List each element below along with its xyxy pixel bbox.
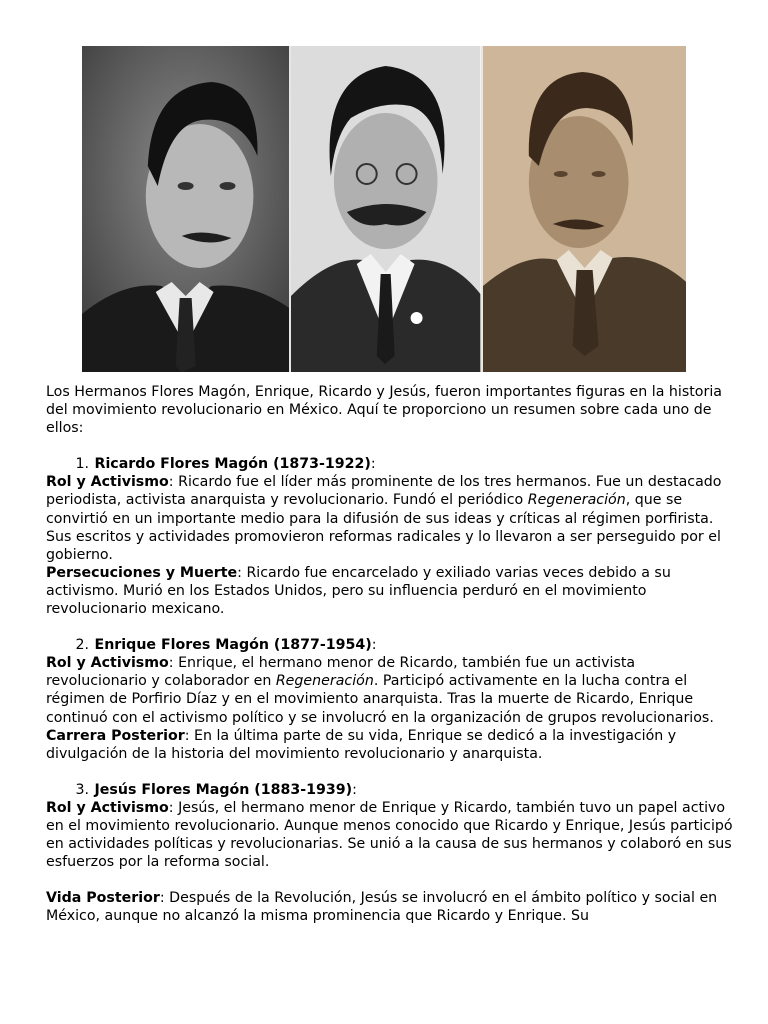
section-3-heading: 3. Jesús Flores Magón (1883-1939): (46, 781, 736, 799)
section-3-second-paragraph: Vida Posterior: Después de la Revolución, Jesús se involucró en el ámbito político y social en México, aunque no alcanzó la misma prominencia que Ricardo y Enrique. Su (46, 890, 718, 925)
portrait-photo-enrique (82, 46, 289, 372)
section-2-title: Enrique Flores Magón (1877-1954) (94, 637, 372, 654)
section-2-heading: 2. Enrique Flores Magón (1877-1954): (46, 636, 736, 654)
section-1-role-label: Rol y Activismo (46, 474, 169, 491)
intro-paragraph: Los Hermanos Flores Magón, Enrique, Ricardo y Jesús, fueron importantes figuras en la historia del movimiento revolucionario en México. Aquí te proporciono un resumen sobre cada uno de ellos: (46, 384, 722, 437)
section-2-second-label: Carrera Posterior (46, 727, 185, 744)
section-1-title: Ricardo Flores Magón (1873-1922) (94, 456, 371, 473)
section-3-role-paragraph: Rol y Activismo: Jesús, el hermano menor de Enrique y Ricardo, también tuvo un papel activo en el movimiento revolucionario. Aunque menos conocido que Ricardo y Enrique, Jesús participó en actividades políticas y revolucionarias. Se unió a la causa de sus hermanos y colaboró en sus esfuerzos por la reforma social. (46, 799, 733, 871)
section-1-role-paragraph: Rol y Activismo: Ricardo fue el líder más prominente de los tres hermanos. Fue un destacado periodista, activista anarquista y revolucionario. Fundó el periódico Regeneración, que se convirtió en un importante medio para la difusión de sus ideas y críticas al régimen porfirista. Sus escritos y actividades promovieron reformas radicales y lo llevaron a ser perseguido por el gobierno. (46, 474, 722, 563)
section-2-role-paragraph: Rol y Activismo: Enrique, el hermano menor de Ricardo, también fue un activista revolucionario y colaborador en Regeneración. Participó activamente en la lucha contra el régimen de Porfirio Díaz y en el movimiento anarquista. Tras la muerte de Ricardo, Enrique continuó con el activismo político y se involucró en la organización de grupos revolucionarios. (46, 655, 714, 726)
section-1-second-paragraph: Persecuciones y Muerte: Ricardo fue encarcelado y exiliado varias veces debido a su activismo. Murió en los Estados Unidos, pero su influencia perduró en el movimiento revolucionario mexicano. (46, 564, 671, 618)
section-2-number: 2. (75, 637, 89, 654)
section-1-heading: 1. Ricardo Flores Magón (1873-1922): (46, 455, 736, 473)
section-1-second-label: Persecuciones y Muerte (46, 564, 238, 581)
section-3-second-label: Vida Posterior (46, 890, 160, 907)
document-body (46, 383, 736, 925)
section-3-title: Jesús Flores Magón (1883-1939) (94, 781, 353, 798)
portrait-photo-jesus (481, 46, 686, 372)
section-3-role-label: Rol y Activismo (46, 799, 169, 816)
portrait-photo-strip (82, 46, 686, 372)
newspaper-name: Regeneración (275, 673, 374, 690)
newspaper-name: Regeneración (527, 492, 626, 509)
section-1-number: 1. (75, 456, 89, 473)
section-3-number: 3. (75, 781, 89, 798)
section-2-second-paragraph: Carrera Posterior: En la última parte de su vida, Enrique se dedicó a la investigación y divulgación de la historia del movimiento revolucionario y anarquista. (46, 727, 677, 762)
section-2-role-label: Rol y Activismo (46, 655, 169, 672)
portrait-photo-ricardo (289, 46, 480, 372)
